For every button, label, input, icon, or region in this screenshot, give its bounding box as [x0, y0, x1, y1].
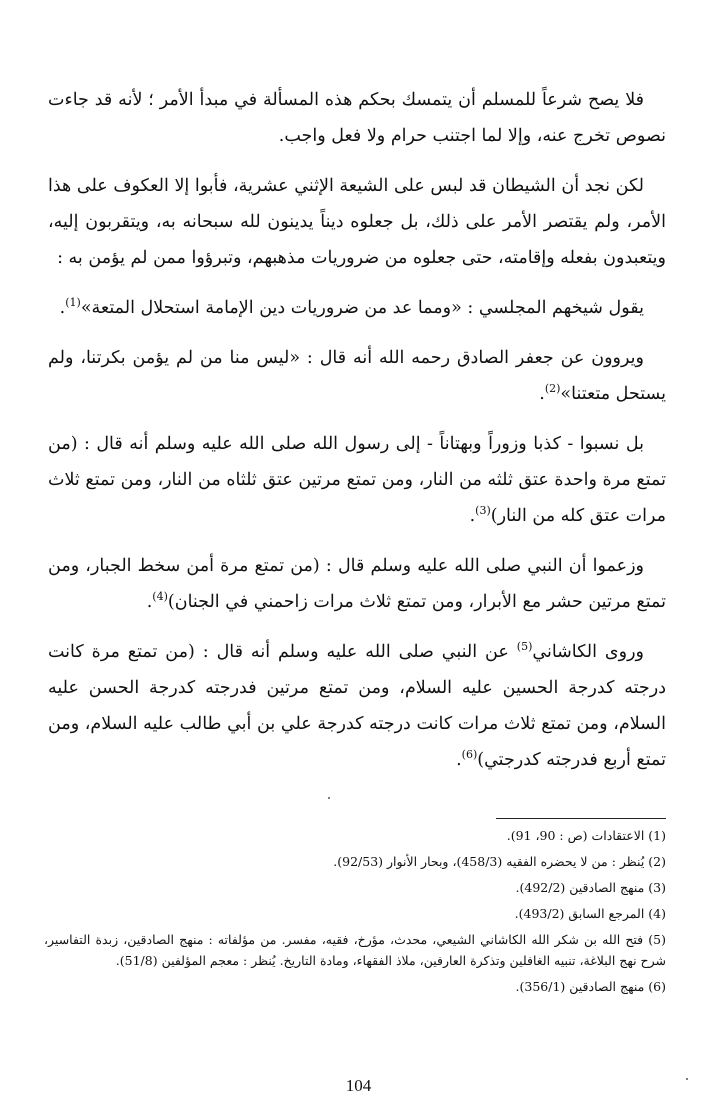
paragraph-2	[48, 168, 666, 276]
paragraph-text: لكن نجد أن الشيطان قد لبس على الشيعة الإثني عشرية، فأبوا إلا العكوف على هذا الأمر، ولم يقتصر الأمر على ذلك، بل جعلوه ديناً يدينون لله سبحانه به، ويتقربون إليه، ويتعبدون بفعله وإقامته، حتى جعلوه من ضروريات مذهبهم، وتبرؤوا ممن لم يؤمن به :	[48, 176, 666, 268]
paragraph-text-before: وروى الكاشاني	[532, 642, 644, 662]
paragraph-4: ويروون عن جعفر الصادق رحمه الله أنه قال : «ليس منا من لم يؤمن بكرتنا، ولم يستحل متعتنا»$^{(2)}$.	[48, 348, 666, 404]
footnote-3: (3) منهج الصادقين (492/2).	[515, 880, 666, 895]
footnote-4: (4) المرجع السابق (493/2).	[514, 906, 666, 921]
main-text	[48, 82, 666, 792]
footnote-ref-3: (3)	[475, 504, 491, 518]
footnote-ref-6: (6)	[461, 748, 478, 762]
paragraph-text: فلا يصح شرعاً للمسلم أن يتمسك بحكم هذه المسألة في مبدأ الأمر ؛ لأنه قد جاءت نصوص تخرج عنه، وإلا لما اجتنب حرام ولا فعل واجب.	[48, 90, 666, 146]
footnote-5: (5) فتح الله بن شكر الله الكاشاني الشيعي، محدث، مؤرخ، فقيه، مفسر. من مؤلفاته : منهج الصادقين، زبدة التفاسير، شرح نهج البلاغة، تنبيه الغافلين وتذكرة العارفين، ملاذ الفقهاء، ومادة التاريخ. يُنظر : معجم المؤلفين (51/8).	[44, 932, 666, 968]
paragraph-3: يقول شيخهم المجلسي : «ومما عد من ضروريات دين الإمامة استحلال المتعة»$^{(1)}$.	[59, 296, 644, 318]
speck-mark	[328, 797, 330, 799]
paragraph-text: ويروون عن جعفر الصادق رحمه الله أنه قال : «ليس منا من لم يؤمن بكرتنا، ولم يستحل متعتنا»	[48, 348, 666, 404]
paragraph-7: وروى الكاشاني$^{(5)}$ عن النبي صلى الله عليه وسلم أنه قال : (من تمتع مرة كانت درجته كدرجة الحسين عليه السلام، ومن تمتع مرتين فدرجته كدرجة الحسن عليه السلام، ومن تمتع ثلاث مرات كانت درجته كدرجة علي بن أبي طالب عليه السلام، ومن تمتع أربع فدرجته كدرجتي)$^{(6)}$.	[48, 640, 666, 770]
footnote-ref-5: (5)	[516, 640, 533, 654]
paragraph-text: وزعموا أن النبي صلى الله عليه وسلم قال : (من تمتع مرة أمن سخط الجبار، ومن تمتع مرتين حشر مع الأبرار، ومن تمتع ثلاث مرات زاحمني في الجنان)	[48, 556, 666, 612]
footnote-6: (6) منهج الصادقين (356/1).	[515, 979, 666, 994]
paragraph-6: وزعموا أن النبي صلى الله عليه وسلم قال : (من تمتع مرة أمن سخط الجبار، ومن تمتع مرتين حشر مع الأبرار، ومن تمتع ثلاث مرات زاحمني في الجنان)$^{(4)}$.	[48, 556, 666, 612]
footnote-separator	[496, 818, 666, 819]
page-number: 104	[345, 1076, 372, 1095]
paragraph-5: بل نسبوا - كذبا وزوراً وبهتاناً - إلى رسول الله صلى الله عليه وسلم أنه قال : (من تمتع مرة واحدة عتق ثلثه من النار، ومن تمتع مرتين عتق ثلثاه من النار، ومن تمتع ثلاث مرات عتق كله من النار)$^{(3)}$.	[48, 434, 666, 526]
footnotes	[44, 825, 666, 1002]
paragraph-1	[48, 82, 666, 154]
footnote-2: (2) يُنظر : من لا يحضره الفقيه (458/3)، وبحار الأنوار (92/53).	[333, 854, 666, 869]
footnote-1: (1) الاعتقادات (ص : 90، 91).	[506, 828, 666, 843]
paragraph-text: يقول شيخهم المجلسي : «ومما عد من ضروريات دين الإمامة استحلال المتعة»	[80, 298, 644, 318]
speck-mark	[686, 1078, 688, 1080]
footnote-ref-1: (1)	[65, 296, 81, 310]
footnote-ref-2: (2)	[544, 382, 561, 396]
paragraph-text: بل نسبوا - كذبا وزوراً وبهتاناً - إلى رسول الله صلى الله عليه وسلم أنه قال : (من تمتع مرة واحدة عتق ثلثه من النار، ومن تمتع مرتين عتق ثلثاه من النار، ومن تمتع ثلاث مرات عتق كله من النار)	[48, 434, 666, 526]
paragraph-text-after: عن النبي صلى الله عليه وسلم أنه قال : (من تمتع مرة كانت درجته كدرجة الحسين عليه السلام، ومن تمتع مرتين فدرجته كدرجة الحسن عليه السلام، ومن تمتع ثلاث مرات كانت درجته كدرجة علي بن أبي طالب عليه السلام، ومن تمتع أربع فدرجته كدرجتي)	[48, 642, 666, 770]
footnote-ref-4: (4)	[152, 590, 168, 604]
